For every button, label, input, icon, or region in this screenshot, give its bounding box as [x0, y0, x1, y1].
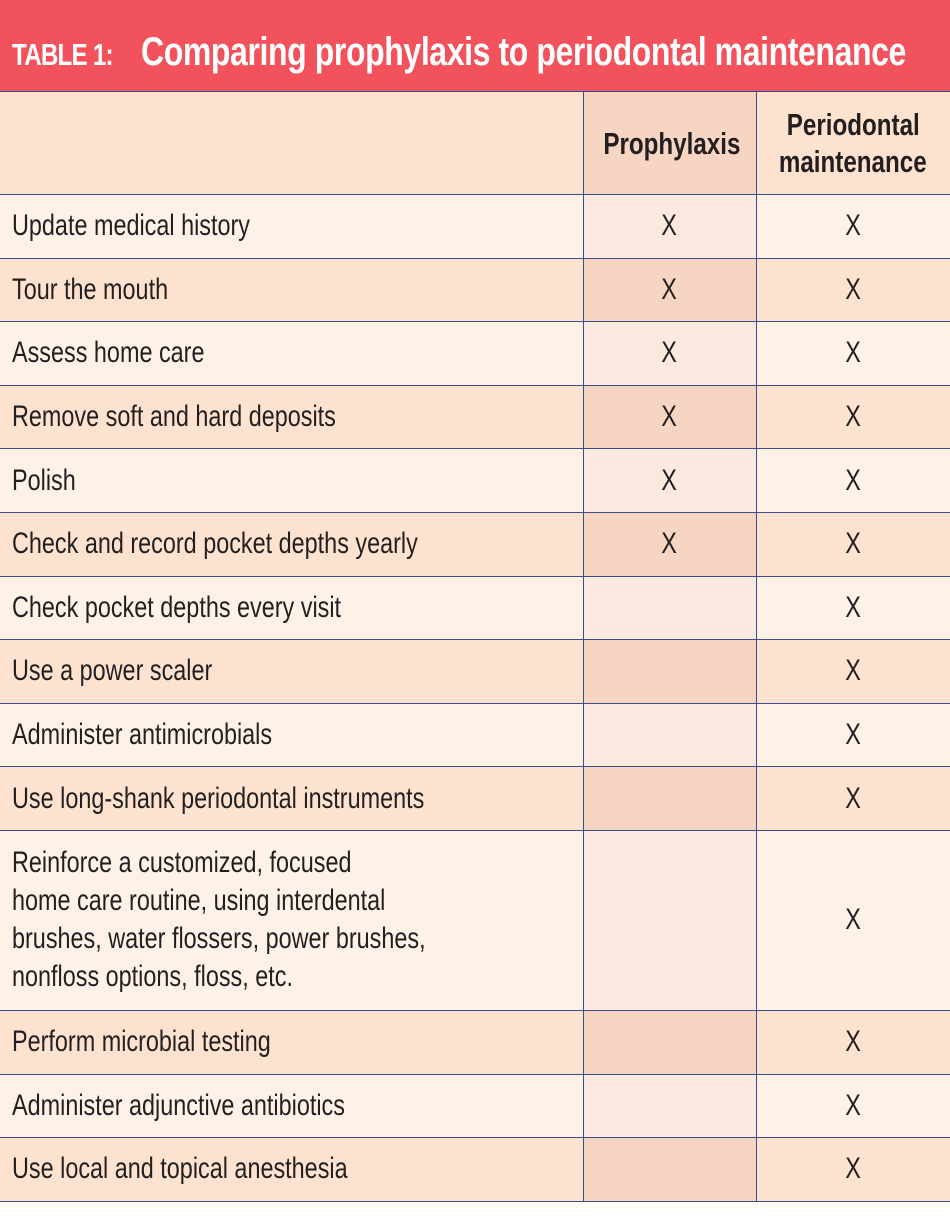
prophylaxis-cell	[583, 830, 756, 1010]
prophylaxis-cell	[583, 322, 756, 386]
task-text	[12, 780, 597, 818]
periodontal-maintenance-mark: X	[845, 1025, 862, 1059]
table-row	[0, 703, 950, 767]
task-text	[12, 589, 597, 627]
task-cell	[0, 640, 583, 704]
table-row	[0, 449, 950, 513]
task-text-line: nonfloss options, floss, etc.	[12, 960, 293, 994]
table-row	[0, 258, 950, 322]
periodontal-maintenance-mark: X	[845, 336, 862, 370]
task-cell	[0, 1074, 583, 1138]
periodontal-maintenance-mark: X	[845, 209, 862, 243]
periodontal-maintenance-cell	[756, 830, 950, 1010]
task-text-line: Use a power scaler	[12, 654, 213, 688]
column-header-periodontal-line1: Periodontal	[786, 107, 920, 142]
periodontal-maintenance-cell	[756, 576, 950, 640]
prophylaxis-mark: X	[661, 336, 678, 370]
periodontal-maintenance-cell	[756, 322, 950, 386]
task-text-line: home care routine, using interdental	[12, 884, 386, 918]
task-text-line: Remove soft and hard deposits	[12, 400, 336, 434]
task-text-line: Check pocket depths every visit	[12, 590, 342, 624]
task-cell	[0, 385, 583, 449]
task-text	[12, 716, 597, 754]
prophylaxis-mark: X	[661, 209, 678, 243]
task-text-line: Use local and topical anesthesia	[12, 1152, 348, 1186]
periodontal-maintenance-cell	[756, 767, 950, 831]
table-row	[0, 1010, 950, 1074]
prophylaxis-cell	[583, 449, 756, 513]
periodontal-maintenance-cell	[756, 703, 950, 767]
task-text-line: Assess home care	[12, 336, 205, 370]
task-text	[12, 271, 597, 309]
table-number-label: TABLE 1:	[12, 37, 113, 72]
periodontal-maintenance-mark: X	[845, 463, 862, 497]
periodontal-maintenance-cell	[756, 195, 950, 259]
task-text	[12, 1023, 597, 1061]
prophylaxis-mark: X	[661, 400, 678, 434]
task-text-line: brushes, water flossers, power brushes,	[12, 922, 426, 956]
prophylaxis-mark: X	[661, 527, 678, 561]
prophylaxis-cell	[583, 767, 756, 831]
task-text	[12, 398, 597, 436]
task-text-line: Use long-shank periodontal instruments	[12, 781, 425, 815]
task-cell	[0, 576, 583, 640]
periodontal-maintenance-mark: X	[845, 272, 862, 306]
table-row	[0, 195, 950, 259]
periodontal-maintenance-mark: X	[845, 1088, 862, 1122]
task-text-line: Check and record pocket depths yearly	[12, 527, 418, 561]
periodontal-maintenance-mark: X	[845, 527, 862, 561]
table-row	[0, 512, 950, 576]
task-cell	[0, 1010, 583, 1074]
prophylaxis-cell	[583, 512, 756, 576]
prophylaxis-cell	[583, 385, 756, 449]
periodontal-maintenance-mark: X	[845, 903, 862, 937]
task-text	[12, 462, 597, 500]
task-text	[12, 844, 597, 996]
table-row	[0, 830, 950, 1010]
task-cell	[0, 830, 583, 1010]
task-text	[12, 1087, 597, 1125]
prophylaxis-cell	[583, 195, 756, 259]
table-title: Comparing prophylaxis to periodontal maintenance	[141, 30, 907, 74]
task-text-line: Tour the mouth	[12, 272, 169, 306]
task-cell	[0, 767, 583, 831]
task-text-line: Perform microbial testing	[12, 1025, 271, 1059]
prophylaxis-cell	[583, 640, 756, 704]
task-text	[12, 1150, 597, 1188]
periodontal-maintenance-mark: X	[845, 654, 862, 688]
column-header-periodontal-line2: maintenance	[779, 144, 928, 179]
prophylaxis-cell	[583, 576, 756, 640]
table-row	[0, 576, 950, 640]
task-text-line: Update medical history	[12, 209, 251, 243]
task-cell	[0, 703, 583, 767]
periodontal-maintenance-cell	[756, 1074, 950, 1138]
task-cell	[0, 449, 583, 513]
prophylaxis-mark: X	[661, 272, 678, 306]
prophylaxis-cell	[583, 1074, 756, 1138]
periodontal-maintenance-mark: X	[845, 1152, 862, 1186]
periodontal-maintenance-mark: X	[845, 590, 862, 624]
task-text	[12, 525, 597, 563]
prophylaxis-cell	[583, 1138, 756, 1202]
table-row	[0, 1138, 950, 1202]
periodontal-maintenance-cell	[756, 258, 950, 322]
periodontal-maintenance-mark: X	[845, 718, 862, 752]
task-text	[12, 207, 597, 245]
comparison-table	[0, 91, 950, 1202]
periodontal-maintenance-cell	[756, 640, 950, 704]
column-header-prophylaxis-label: Prophylaxis	[602, 125, 740, 161]
periodontal-maintenance-cell	[756, 512, 950, 576]
periodontal-maintenance-mark: X	[845, 781, 862, 815]
task-text	[12, 652, 597, 690]
task-text-line: Polish	[12, 463, 76, 497]
task-cell	[0, 1138, 583, 1202]
periodontal-maintenance-cell	[756, 1010, 950, 1074]
column-header-task	[0, 92, 583, 195]
table-row	[0, 322, 950, 386]
task-text-line: Administer antimicrobials	[12, 718, 273, 752]
column-header-prophylaxis	[583, 92, 756, 195]
column-header-row	[0, 92, 950, 195]
prophylaxis-cell	[583, 1010, 756, 1074]
table-row	[0, 385, 950, 449]
table-header-banner	[0, 0, 950, 91]
table-body	[0, 195, 950, 1202]
periodontal-maintenance-cell	[756, 385, 950, 449]
task-text	[12, 334, 597, 372]
task-text-line: Reinforce a customized, focused	[12, 846, 352, 880]
prophylaxis-cell	[583, 258, 756, 322]
task-cell	[0, 195, 583, 259]
task-cell	[0, 258, 583, 322]
task-cell	[0, 322, 583, 386]
column-header-periodontal-maintenance	[756, 92, 950, 195]
task-cell	[0, 512, 583, 576]
table-heading	[12, 30, 950, 75]
table-row	[0, 640, 950, 704]
periodontal-maintenance-mark: X	[845, 400, 862, 434]
task-text-line: Administer adjunctive antibiotics	[12, 1088, 345, 1122]
prophylaxis-mark: X	[661, 463, 678, 497]
periodontal-maintenance-cell	[756, 1138, 950, 1202]
prophylaxis-cell	[583, 703, 756, 767]
periodontal-maintenance-cell	[756, 449, 950, 513]
table-row	[0, 1074, 950, 1138]
table-row	[0, 767, 950, 831]
